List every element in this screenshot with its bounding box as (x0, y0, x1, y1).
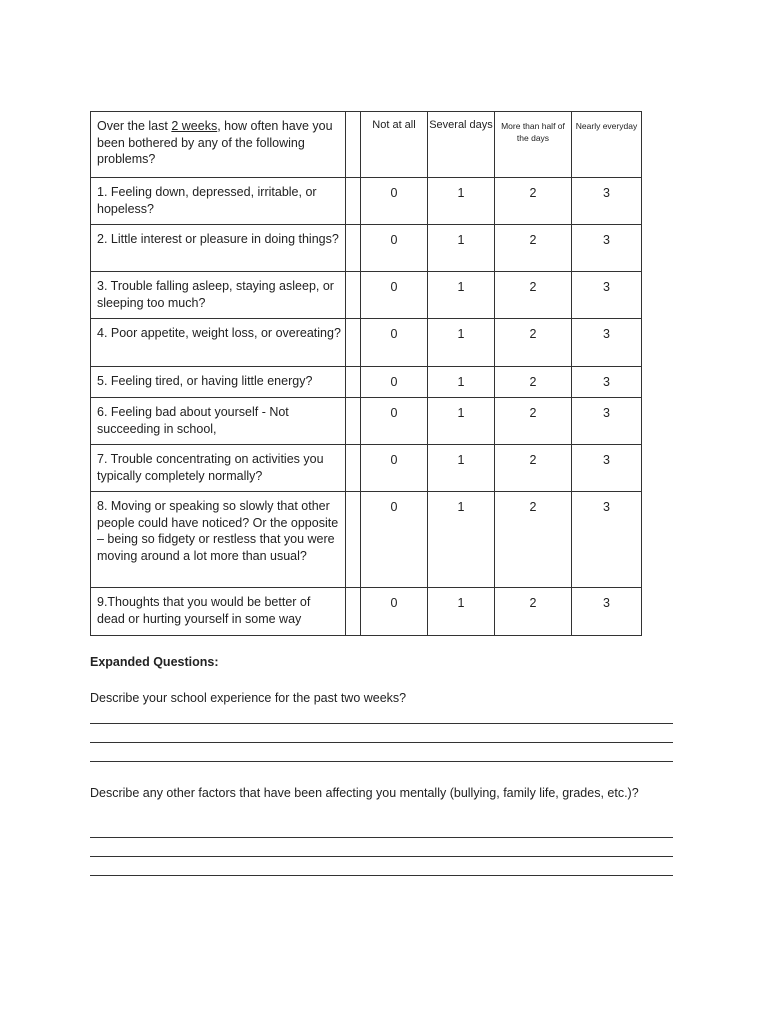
header-prompt-period: 2 weeks (171, 119, 218, 133)
spacer-cell (346, 492, 361, 588)
score-several-days[interactable]: 1 (428, 225, 495, 272)
spacer-cell (346, 112, 361, 178)
score-nearly-everyday[interactable]: 3 (572, 319, 642, 367)
score-more-than-half[interactable]: 2 (495, 367, 572, 398)
score-not-at-all[interactable]: 0 (361, 178, 428, 225)
expanded-questions-title: Expanded Questions: (90, 655, 219, 669)
score-several-days[interactable]: 1 (428, 178, 495, 225)
score-nearly-everyday[interactable]: 3 (572, 272, 642, 319)
spacer-cell (346, 178, 361, 225)
table-row (91, 445, 642, 492)
table-row (91, 398, 642, 445)
score-not-at-all[interactable]: 0 (361, 445, 428, 492)
score-several-days[interactable]: 1 (428, 492, 495, 588)
table-row (91, 588, 642, 636)
option-header-not-at-all: Not at all (361, 112, 428, 178)
score-more-than-half[interactable]: 2 (495, 492, 572, 588)
score-nearly-everyday[interactable]: 3 (572, 445, 642, 492)
spacer-cell (346, 272, 361, 319)
table-row (91, 178, 642, 225)
score-several-days[interactable]: 1 (428, 319, 495, 367)
score-nearly-everyday[interactable]: 3 (572, 367, 642, 398)
table-row (91, 319, 642, 367)
score-more-than-half[interactable]: 2 (495, 178, 572, 225)
header-prompt-suffix: , how often have you been bothered by any of the following problems? (97, 119, 333, 166)
score-more-than-half[interactable]: 2 (495, 398, 572, 445)
answer-line[interactable] (90, 761, 673, 762)
expanded-question-2: Describe any other factors that have been affecting you mentally (bullying, family life, grades, etc.)? (90, 786, 639, 800)
score-nearly-everyday[interactable]: 3 (572, 492, 642, 588)
score-several-days[interactable]: 1 (428, 588, 495, 636)
spacer-cell (346, 319, 361, 367)
answer-line[interactable] (90, 723, 673, 724)
score-more-than-half[interactable]: 2 (495, 319, 572, 367)
expanded-question-1: Describe your school experience for the past two weeks? (90, 691, 407, 705)
score-not-at-all[interactable]: 0 (361, 225, 428, 272)
score-several-days[interactable]: 1 (428, 272, 495, 319)
score-more-than-half[interactable]: 2 (495, 272, 572, 319)
score-nearly-everyday[interactable]: 3 (572, 225, 642, 272)
option-header-several-days: Several days (428, 112, 495, 178)
spacer-cell (346, 588, 361, 636)
spacer-cell (346, 225, 361, 272)
option-header-more-than-half: More than half of the days (495, 112, 572, 178)
question-text: 6. Feeling bad about yourself - Not succeeding in school, (91, 398, 346, 445)
spacer-cell (346, 367, 361, 398)
question-text: 4. Poor appetite, weight loss, or overeating? (91, 319, 346, 367)
questionnaire-table (90, 111, 642, 636)
answer-line[interactable] (90, 742, 673, 743)
table-row (91, 225, 642, 272)
question-text: 8. Moving or speaking so slowly that other people could have noticed? Or the opposite – being so fidgety or restless that you were moving around a lot more than usual? (91, 492, 346, 588)
score-several-days[interactable]: 1 (428, 445, 495, 492)
question-text: 5. Feeling tired, or having little energy? (91, 367, 346, 398)
question-text: 3. Trouble falling asleep, staying asleep, or sleeping too much? (91, 272, 346, 319)
answer-line[interactable] (90, 875, 673, 876)
table-row (91, 492, 642, 588)
header-prompt-prefix: Over the last (97, 119, 172, 133)
score-nearly-everyday[interactable]: 3 (572, 398, 642, 445)
question-text: 1. Feeling down, depressed, irritable, or hopeless? (91, 178, 346, 225)
question-text: 2. Little interest or pleasure in doing things? (91, 225, 346, 272)
header-prompt (91, 112, 346, 178)
score-more-than-half[interactable]: 2 (495, 225, 572, 272)
score-several-days[interactable]: 1 (428, 398, 495, 445)
score-not-at-all[interactable]: 0 (361, 492, 428, 588)
score-not-at-all[interactable]: 0 (361, 272, 428, 319)
score-nearly-everyday[interactable]: 3 (572, 588, 642, 636)
question-text: 9.Thoughts that you would be better of dead or hurting yourself in some way (91, 588, 346, 636)
score-several-days[interactable]: 1 (428, 367, 495, 398)
score-not-at-all[interactable]: 0 (361, 398, 428, 445)
spacer-cell (346, 445, 361, 492)
table-row (91, 272, 642, 319)
score-more-than-half[interactable]: 2 (495, 588, 572, 636)
score-more-than-half[interactable]: 2 (495, 445, 572, 492)
table-header-row (91, 112, 642, 178)
option-header-nearly-everyday: Nearly everyday (572, 112, 642, 178)
score-not-at-all[interactable]: 0 (361, 588, 428, 636)
score-not-at-all[interactable]: 0 (361, 319, 428, 367)
score-nearly-everyday[interactable]: 3 (572, 178, 642, 225)
question-text: 7. Trouble concentrating on activities you typically completely normally? (91, 445, 346, 492)
spacer-cell (346, 398, 361, 445)
answer-line[interactable] (90, 856, 673, 857)
score-not-at-all[interactable]: 0 (361, 367, 428, 398)
answer-line[interactable] (90, 837, 673, 838)
table-row (91, 367, 642, 398)
